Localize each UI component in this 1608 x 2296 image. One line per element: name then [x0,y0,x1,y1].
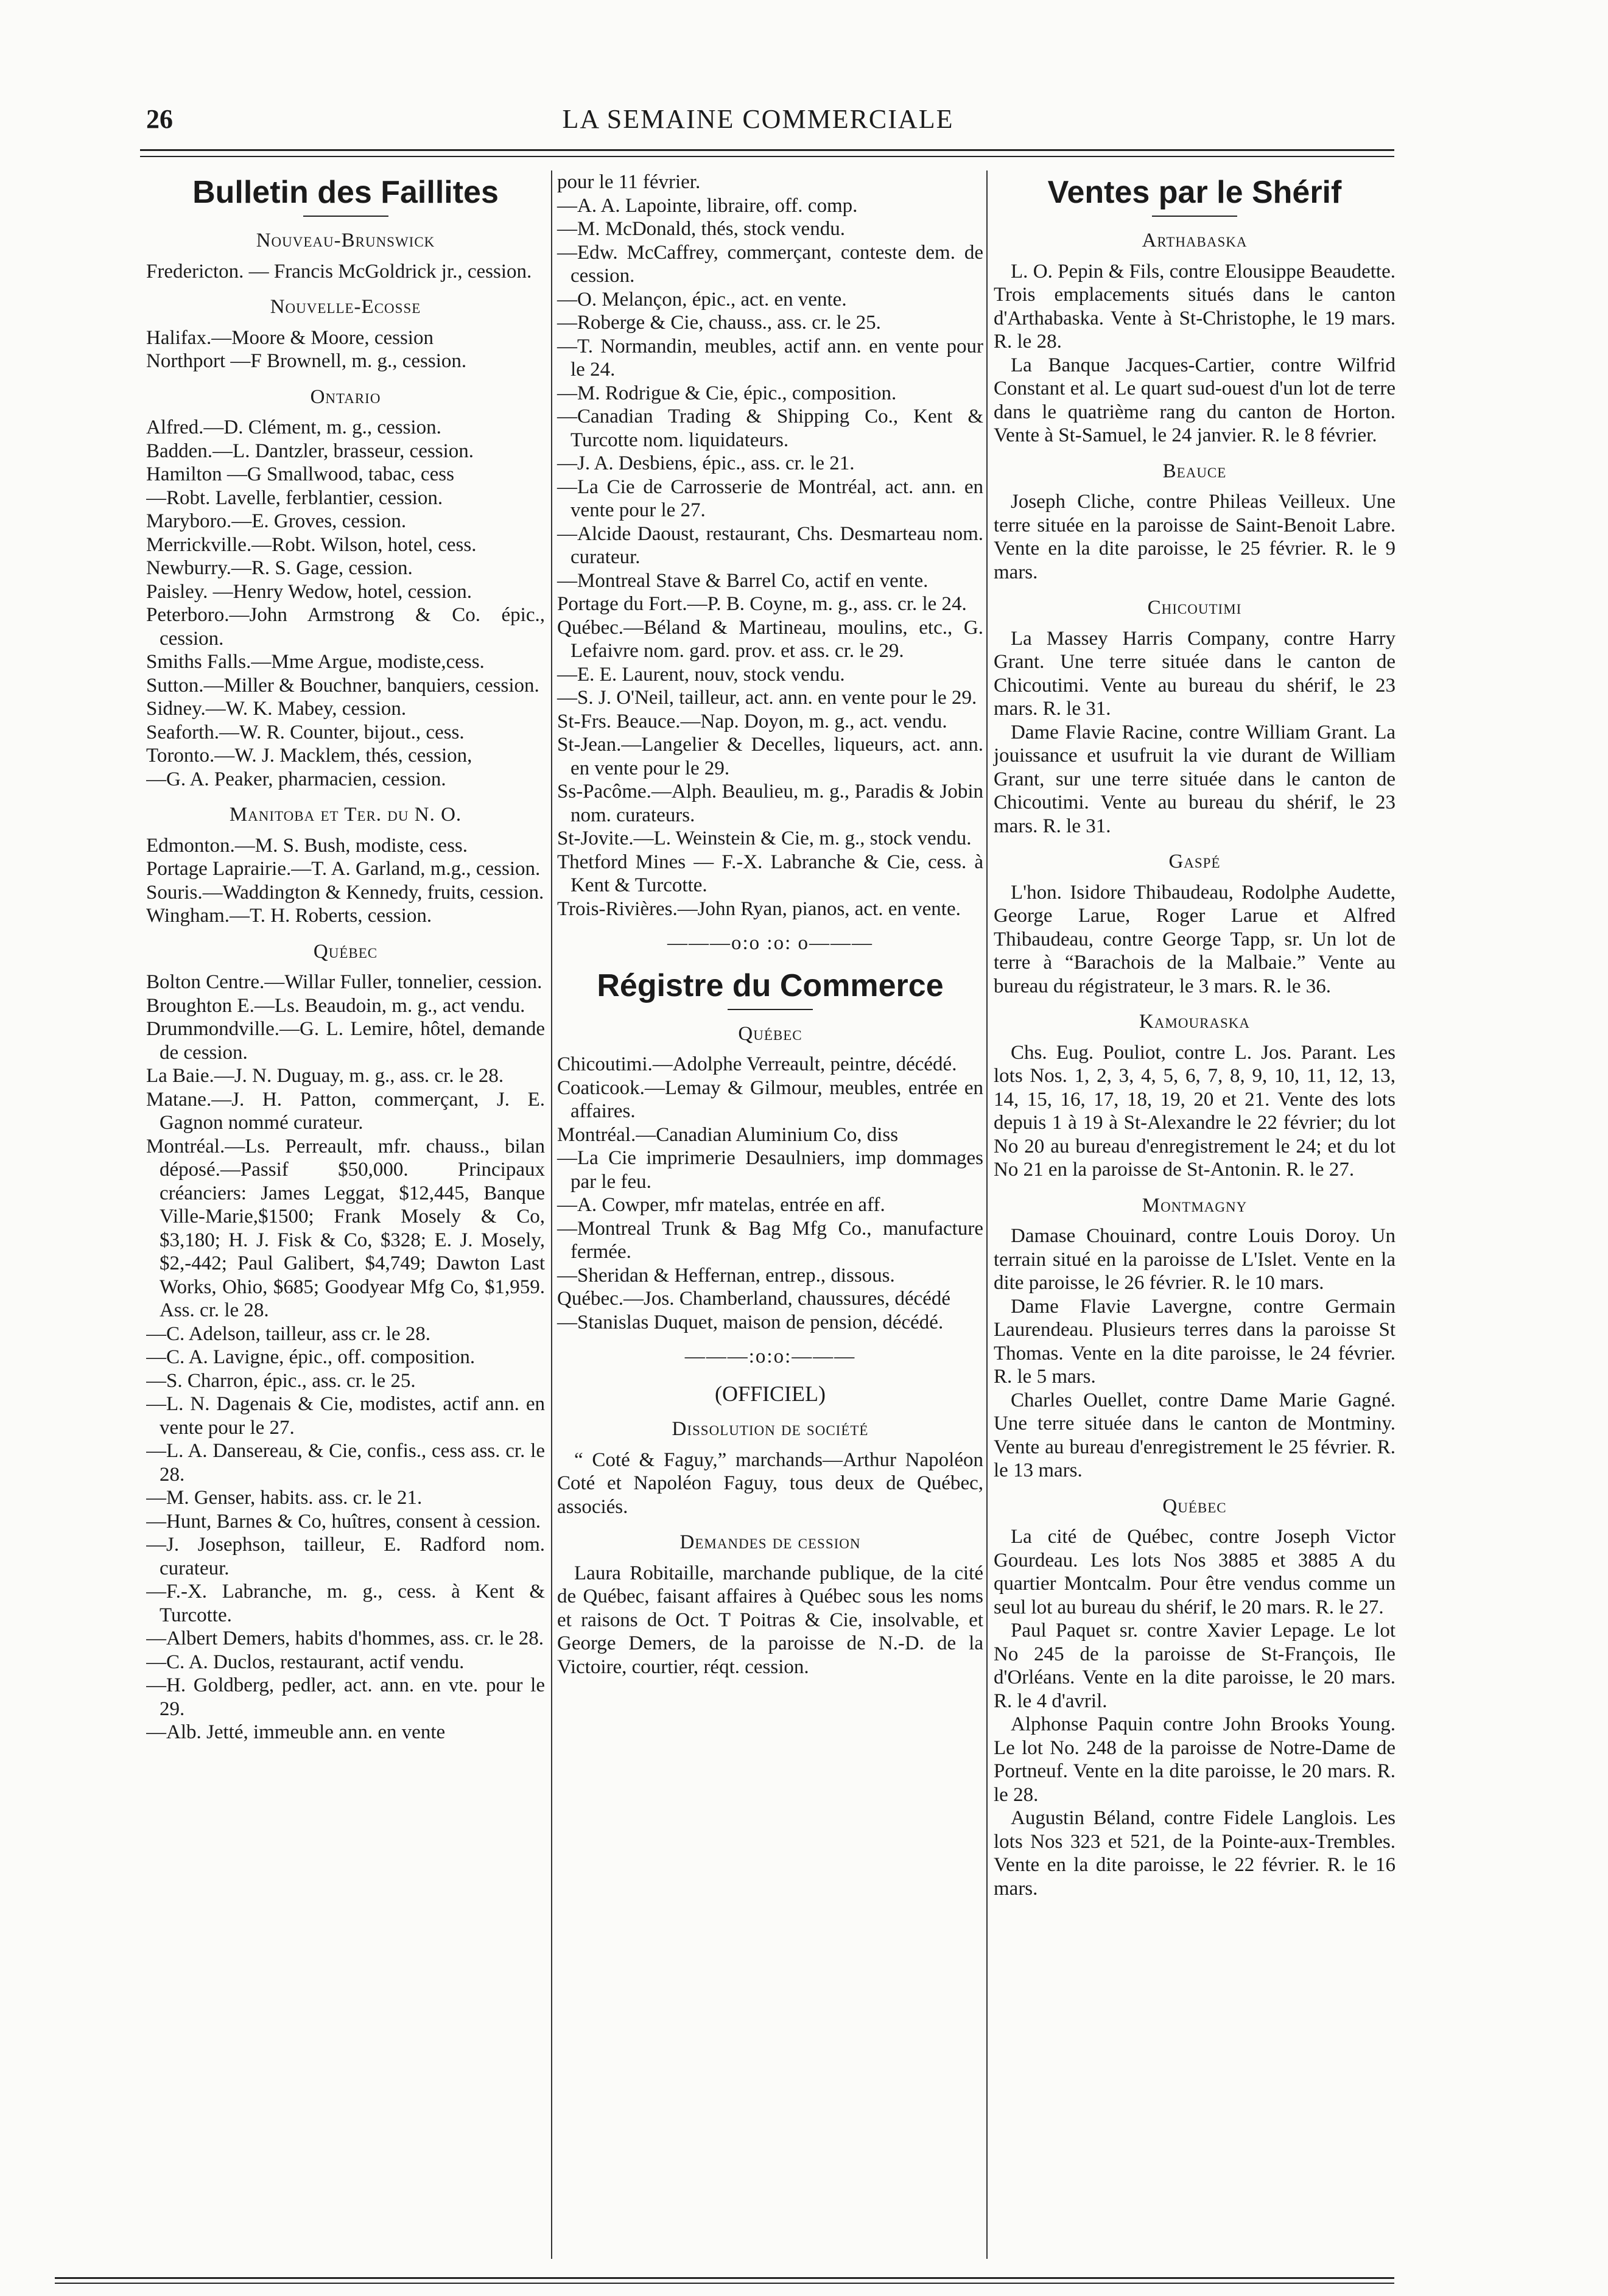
list-item: —S. J. O'Neil, tailleur, act. ann. en vente pour le 29. [557,687,977,709]
list-item: Ss-Pacôme.—Alph. Beaulieu, m. g., Paradis & Jobin nom. curateurs. [557,781,983,826]
list-item: Québec.—Jos. Chamberland, chaussures, décédé [557,1288,951,1310]
list-item: —E. E. Laurent, nouv, stock vendu. [557,663,845,686]
list-item: —Hunt, Barnes & Co, huîtres, consent à cession. [146,1510,541,1532]
list-item: St-Jovite.—L. Weinstein & Cie, m. g., stock vendu. [557,827,972,849]
list-item: —T. Normandin, meubles, actif ann. en vente pour le 24. [557,335,983,381]
list-item: —G. A. Peaker, pharmacien, cession. [146,768,446,790]
list-item: Wingham.—T. H. Roberts, cession. [146,905,432,927]
officiel-heading: (OFFICIEL) [715,1381,826,1406]
list-item: Broughton E.—Ls. Beaudoin, m. g., act vendu. [146,994,525,1017]
list-item: Hamilton —G Smallwood, tabac, cess [146,463,454,485]
list-item: —L. A. Dansereau, & Cie, confis., cess ass. cr. le 28. [146,1440,545,1486]
list-item: —M. McDonald, thés, stock vendu. [557,218,845,240]
region-heading: Québec [1162,1495,1227,1517]
divider [1152,216,1237,217]
list-item: Bolton Centre.—Willar Fuller, tonnelier, cession. [146,971,542,993]
region-heading: Beauce [1162,460,1227,482]
list-item: Coaticook.—Lemay & Gilmour, meubles, entrée en affaires. [557,1076,983,1122]
list-item: Peterboro.—John Armstrong & Co. épic., cession. [146,604,545,650]
list-item: La Baie.—J. N. Duguay, m. g., ass. cr. le 28. [146,1065,504,1087]
region-heading: Manitoba et Ter. du N. O. [229,804,462,826]
list-item: —M. Genser, habits. ass. cr. le 21. [146,1487,423,1509]
list-item: —A. A. Lapointe, libraire, off. comp. [557,194,858,217]
list-item: —F.-X. Labranche, m. g., cess. à Kent & Turcotte. [146,1581,545,1626]
column-middle [551,170,983,2259]
bulletin-faillites-heading: Bulletin des Faillites [192,175,499,210]
list-item: —L. N. Dagenais & Cie, modistes, actif ann. en vente pour le 27. [146,1393,545,1439]
list-item: La cité de Québec, contre Joseph Victor Gourdeau. Les lots Nos 3885 et 3885 A du quartier Montcalm. Pour être vendus comme un seul lot au bureau du shérif, le 20 mars. R. le 27. [994,1526,1396,1618]
list-item: La Massey Harris Company, contre Harry Grant. Une terre située dans le canton de Chicoutimi. Vente au bureau du shérif, le 23 mars. R. le 31. [994,627,1396,720]
list-item: Chicoutimi.—Adolphe Verreault, peintre, décédé. [557,1053,957,1075]
list-item: —Montreal Trunk & Bag Mfg Co., manufacture fermée. [557,1217,983,1263]
list-item: Souris.—Waddington & Kennedy, fruits, cession. [146,881,544,904]
page-header [146,104,1370,140]
list-item: —Sheridan & Heffernan, entrep., dissous. [557,1264,895,1287]
list-item: —Alcide Daoust, restaurant, Chs. Desmarteau nom. curateur. [557,522,983,568]
demandes-cession-text: Laura Robitaille, marchande publique, de la cité de Québec, faisant affaires à Québec sous les noms et raisons de Oct. T Poitras & Cie, insolvable, et George Demers, de la paroisse de N.-D. de la Victoire, courtier, réqt. cession. [557,1562,983,1678]
list-item: Alfred.—D. Clément, m. g., cession. [146,416,441,438]
list-item: Dame Flavie Racine, contre William Grant. La jouissance et usufruit la vie durant de William Grant, sur une terre située dans le canton de Chicoutimi. Vente au bureau du shérif, le 23 mars. R. le 31. [994,721,1396,837]
list-item: —S. Charron, épic., ass. cr. le 25. [146,1369,416,1392]
separator: ———o:o :o: o——— [667,932,873,954]
list-item: Dame Flavie Lavergne, contre Germain Laurendeau. Plusieurs terres dans la paroisse St Thomas. Vente en la dite paroisse, le 24 février. R. le 5 mars. [994,1295,1396,1388]
list-item: Augustin Béland, contre Fidele Langlois. Les lots Nos 323 et 521, de la Pointe-aux-Trembles. Vente en la dite paroisse, le 22 février. R. le 16 mars. [994,1807,1396,1900]
list-item: Drummondville.—G. L. Lemire, hôtel, demande de cession. [146,1018,545,1064]
list-item: St-Frs. Beauce.—Nap. Doyon, m. g., act. vendu. [557,710,947,732]
list-item: —A. Cowper, mfr matelas, entrée en aff. [557,1194,885,1216]
list-item: —M. Rodrigue & Cie, épic., composition. [557,382,897,404]
region-heading: Kamouraska [1139,1011,1251,1033]
list-item: Matane.—J. H. Patton, commerçant, J. E. Gagnon nommé curateur. [146,1088,545,1134]
separator: ———:o:o:——— [684,1346,856,1367]
faillites-list [146,229,545,1744]
list-item: —H. Goldberg, pedler, act. ann. en vte. pour le 29. [146,1674,545,1720]
list-item: Northport —F Brownell, m. g., cession. [146,350,467,372]
journal-title: LA SEMAINE COMMERCIALE [562,104,954,134]
region-heading: Nouvelle-Ecosse [270,296,421,318]
list-item: Paisley. —Henry Wedow, hotel, cession. [146,580,472,603]
divider [303,216,388,217]
list-item: St-Jean.—Langelier & Decelles, liqueurs, act. ann. en vente pour le 29. [557,734,983,779]
list-item: Montréal.—Canadian Aluminium Co, diss [557,1123,899,1146]
divider [728,1009,813,1010]
page-number: 26 [146,104,173,134]
column-ventes-sherif [986,170,1396,2259]
list-item: —Stanislas Duquet, maison de pension, décédé. [557,1311,944,1333]
list-item: —C. A. Duclos, restaurant, actif vendu. [146,1651,465,1673]
list-item: —J. A. Desbiens, épic., ass. cr. le 21. [557,452,855,474]
list-item: Fredericton. — Francis McGoldrick jr., cession. [146,260,532,283]
list-item: —C. Adelson, tailleur, ass cr. le 28. [146,1322,431,1345]
region-heading: Nouveau-Brunswick [256,230,435,251]
dissolution-text: “ Coté & Faguy,” marchands—Arthur Napoléon Coté et Napoléon Faguy, tous deux de Québec, associés. [557,1448,983,1518]
list-item: —Montreal Stave & Barrel Co, actif en vente. [557,569,929,592]
list-item: —Albert Demers, habits d'hommes, ass. cr. le 28. [146,1627,544,1649]
region-heading: Chicoutimi [1147,597,1242,619]
list-item: Badden.—L. Dantzler, brasseur, cession. [146,440,474,462]
list-item: Newburry.—R. S. Gage, cession. [146,557,413,579]
list-item: Maryboro.—E. Groves, cession. [146,510,407,532]
list-item: —Roberge & Cie, chauss., ass. cr. le 25. [557,312,881,334]
list-item: —C. A. Lavigne, épic., off. composition. [146,1346,476,1368]
region-heading: Ontario [310,385,381,408]
demandes-cession-heading: Demandes de cession [679,1531,861,1553]
region-heading: Gaspé [1168,851,1221,872]
header-rule [140,149,1394,157]
list-item: Seaforth.—W. R. Counter, bijout., cess. [146,721,465,743]
list-item: —Edw. McCaffrey, commerçant, conteste dem. de cession. [557,241,983,287]
list-item: Portage du Fort.—P. B. Coyne, m. g., ass. cr. le 24. [557,593,967,615]
list-item: L. O. Pepin & Fils, contre Elousippe Beaudette. Trois emplacements situés dans le canton d'Arthabaska. Vente à St-Christophe, le 19 mars. R. le 28. [994,260,1396,353]
list-item: —La Cie imprimerie Desaulniers, imp dommages par le feu. [557,1147,983,1193]
region-heading: Québec [313,940,378,963]
list-item: —Robt. Lavelle, ferblantier, cession. [146,486,443,509]
list-item: —La Cie de Carrosserie de Montréal, act. ann. en vente pour le 27. [557,476,983,521]
list-item: Québec.—Béland & Martineau, moulins, etc., G. Lefaivre nom. gard. prov. et ass. cr. le 29. [557,616,983,662]
list-item: Halifax.—Moore & Moore, cession [146,326,434,349]
list-item: Sidney.—W. K. Mabey, cession. [146,698,407,720]
list-item: —Canadian Trading & Shipping Co., Kent & Turcotte nom. liquidateurs. [557,405,983,451]
footer-rule [55,2277,1394,2284]
list-item: Portage Laprairie.—T. A. Garland, m.g., cession. [146,858,541,880]
list-item: Edmonton.—M. S. Bush, modiste, cess. [146,834,468,857]
list-item: Chs. Eug. Pouliot, contre L. Jos. Parant. Les lots Nos. 1, 2, 3, 4, 5, 6, 7, 8, 9, 10, 11, 12, 13, 14, 15, 16, 17, 18, 19, 20 et 21. Vente des lots depuis 1 à 19 à St-Alexandre le 22 février; du lot No 20 au bureau d'enregistrement le 24; et du lot No 21 en la paroisse de St-Antonin. R. le 27. [994,1041,1396,1181]
list-item: La Banque Jacques-Cartier, contre Wilfrid Constant et al. Le quart sud-ouest d'un lot de terre dans le quatrième rang du canton de Horton. Vente à St-Samuel, le 24 janvier. R. le 8 février. [994,354,1396,446]
list-item: Charles Ouellet, contre Dame Marie Gagné. Une terre située dans le canton de Montminy. Vente au bureau d'enregistrement le 25 février. R. le 13 mars. [994,1389,1396,1481]
column-faillites [146,170,545,2259]
list-item: Toronto.—W. J. Macklem, thés, cession, [146,745,472,767]
list-item: —J. Josephson, tailleur, E. Radford nom. curateur. [146,1534,545,1579]
list-item: Trois-Rivières.—John Ryan, pianos, act. en vente. [557,897,961,920]
region-heading: Montmagny [1142,1194,1248,1216]
list-item: —Alb. Jetté, immeuble ann. en vente [146,1721,446,1743]
list-item: Thetford Mines — F.-X. Labranche & Cie, cess. à Kent & Turcotte. [557,851,983,896]
list-item: Montréal.—Ls. Perreault, mfr. chauss., bilan déposé.—Passif $50,000. Principaux créanciers: James Leggat, $12,445, Banque Ville-Marie,$1500; Frank Mosely & Co, $3,180; H. J. Fisk & Co, $328; E. J. Mosely, $2,-442; Paul Galibert, $4,749; Dawton Last Works, Ohio, $685; Goodyear Mfg Co, $1,959. Ass. cr. le 28. [146,1135,545,1321]
region-heading: Arthabaska [1142,230,1248,251]
registre-commerce-heading: Régistre du Commerce [597,967,944,1003]
list-item: Smiths Falls.—Mme Argue, modiste,cess. [146,651,485,673]
list-item: L'hon. Isidore Thibaudeau, Rodolphe Audette, George Larue, Roger Larue et Alfred Thibaudeau, contre George Tapp, sr. Un lot de terre à “Barachois de la Malbaie.” Vente au bureau du régistrateur, le 3 mars. R. le 36. [994,881,1396,997]
list-item: Alphonse Paquin contre John Brooks Young. Le lot No. 248 de la paroisse de Notre-Dame de Portneuf. Vente en la dite paroisse, le 20 mars. R. le 28. [994,1713,1396,1806]
registre-list [557,1053,983,1334]
registre-region: Québec [738,1022,802,1045]
list-item: pour le 11 février. [557,171,701,193]
faillites-continued-list [557,170,983,921]
ventes-sherif-heading: Ventes par le Shérif [1047,175,1342,210]
list-item: —O. Melançon, épic., act. en vente. [557,288,847,311]
list-item: Damase Chouinard, contre Louis Doroy. Un terrain situé en la paroisse de L'Islet. Vente en la dite paroisse, le 26 février. R. le 10 mars. [994,1225,1396,1294]
list-item: Merrickville.—Robt. Wilson, hotel, cess. [146,533,477,556]
list-item: Paul Paquet sr. contre Xavier Lepage. Le lot No 245 de la paroisse de St-François, Ile d'Orléans. Vente en la dite paroisse, le 20 mars. R. le 4 d'avril. [994,1620,1396,1712]
list-item: Sutton.—Miller & Bouchner, banquiers, cession. [146,674,539,697]
dissolution-heading: Dissolution de société [672,1418,869,1440]
ventes-list [994,229,1396,1900]
list-item: Joseph Cliche, contre Phileas Veilleux. Une terre située en la paroisse de Saint-Benoit Labre. Vente en la dite paroisse, le 25 février. R. le 9 mars. [994,491,1396,583]
